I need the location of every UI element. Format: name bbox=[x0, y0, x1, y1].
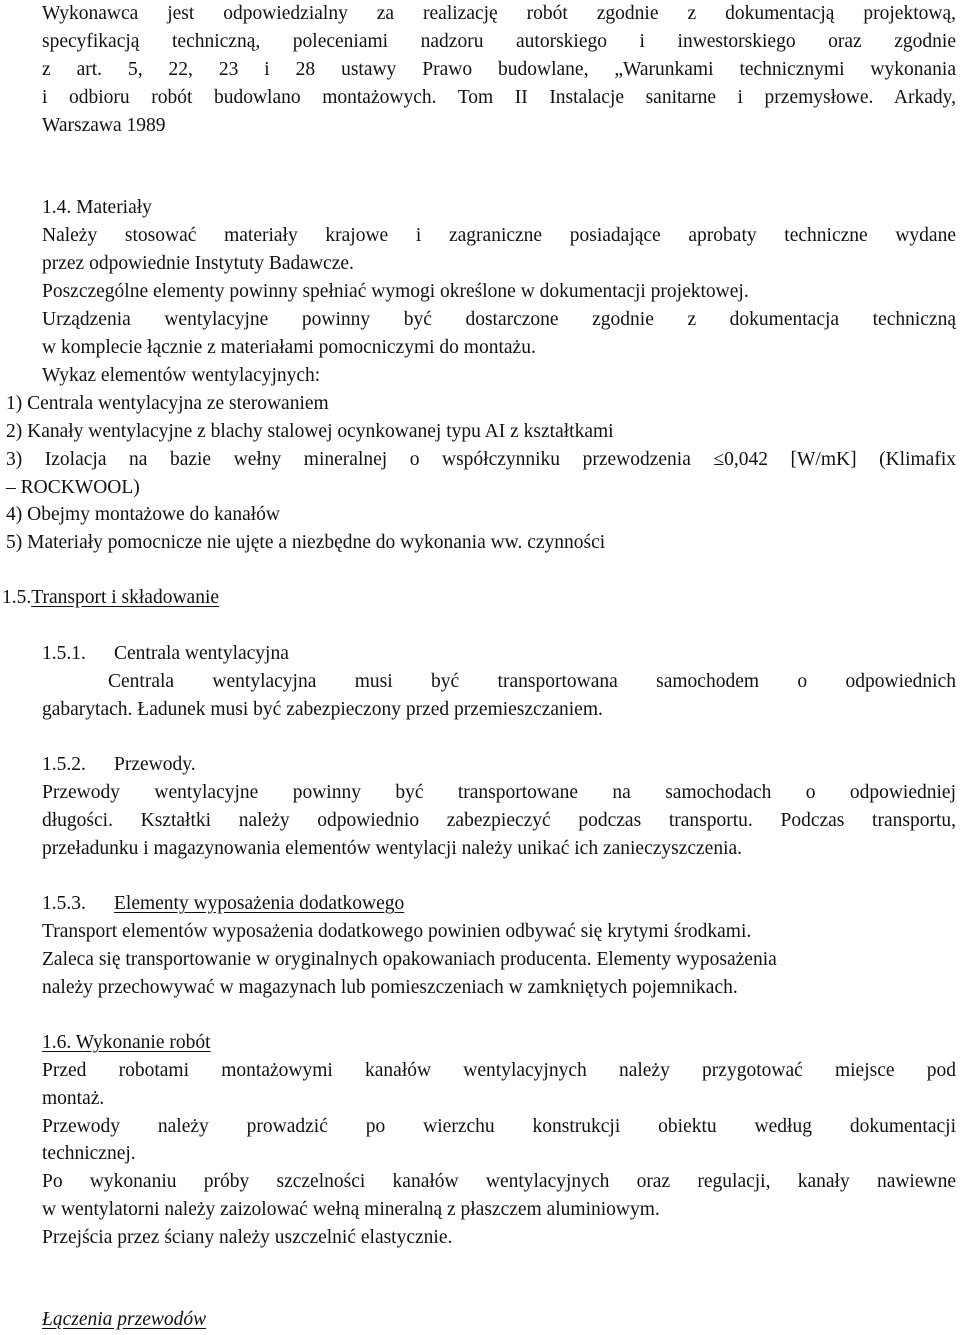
subsection-title: Centrala wentylacyjna bbox=[114, 643, 289, 664]
centrala-line-2: gabarytach. Ładunek musi być zabezpieczony przed przemieszczaniem. bbox=[42, 699, 603, 720]
intro-line-4: i odbioru robót budowlano montażowych. Tom II Instalacje sanitarne i przemysłowe. Arkady, bbox=[42, 87, 956, 108]
footer-heading: Łączenia przewodów bbox=[42, 1309, 207, 1330]
wykonanie-line-7: Przejścia przez ściany należy uszczelnić elastycznie. bbox=[42, 1227, 453, 1248]
subsection-heading-przewody bbox=[42, 753, 196, 777]
elementy-line-2: Zaleca się transportowanie w oryginalnych opakowaniach producenta. Elementy wyposażenia bbox=[42, 949, 777, 970]
list-item: 2) Kanały wentylacyjne z blachy stalowej ocynkowanej typu AI z kształtkami bbox=[6, 421, 614, 442]
przewody-line-1: Przewody wentylacyjne powinny być transportowane na samochodach o odpowiedniej bbox=[42, 782, 956, 803]
wykonanie-line-3: Przewody należy prowadzić po wierzchu konstrukcji obiektu według dokumentacji bbox=[42, 1116, 956, 1137]
section-number: 1.5. bbox=[2, 587, 32, 608]
section-title: Transport i składowanie bbox=[31, 587, 220, 608]
przewody-line-3: przeładunku i magazynowania elementów wentylacji należy unikać ich zanieczyszczenia. bbox=[42, 838, 743, 859]
list-item-continuation: – ROCKWOOL) bbox=[6, 477, 140, 498]
list-item: 3) Izolacja na bazie wełny mineralnej o współczynniku przewodzenia ≤0,042 [W/mK] (Klimafix bbox=[6, 449, 956, 470]
subsection-title: Elementy wyposażenia dodatkowego bbox=[114, 893, 405, 914]
subsection-heading-centrala bbox=[42, 642, 289, 666]
subsection-title: Przewody. bbox=[114, 754, 196, 775]
wykonanie-line-1: Przed robotami montażowymi kanałów wentylacyjnych należy przygotować miejsce pod bbox=[42, 1060, 956, 1081]
wykonanie-line-4: technicznej. bbox=[42, 1143, 136, 1164]
list-item: 5) Materiały pomocnicze nie ujęte a niezbędne do wykonania ww. czynności bbox=[6, 532, 606, 553]
materialy-line-2: przez odpowiednie Instytuty Badawcze. bbox=[42, 253, 354, 274]
materialy-line-4: Urządzenia wentylacyjne powinny być dostarczone zgodnie z dokumentacja techniczną bbox=[42, 309, 956, 330]
wykonanie-line-5: Po wykonaniu próby szczelności kanałów wentylacyjnych oraz regulacji, kanały nawiewne bbox=[42, 1171, 956, 1192]
list-title: Wykaz elementów wentylacyjnych: bbox=[42, 365, 321, 386]
list-item: 1) Centrala wentylacyjna ze sterowaniem bbox=[6, 393, 329, 414]
section-heading-transport bbox=[2, 586, 219, 610]
intro-line-5: Warszawa 1989 bbox=[42, 115, 166, 136]
list-item: 4) Obejmy montażowe do kanałów bbox=[6, 504, 281, 525]
subsection-number: 1.5.1. bbox=[42, 643, 86, 664]
materialy-line-5: w komplecie łącznie z materiałami pomocniczymi do montażu. bbox=[42, 337, 536, 358]
elementy-line-3: należy przechowywać w magazynach lub pomieszczeniach w zamkniętych pojemnikach. bbox=[42, 977, 738, 998]
centrala-line-1: Centrala wentylacyjna musi być transportowana samochodem o odpowiednich bbox=[108, 671, 956, 692]
materialy-line-1: Należy stosować materiały krajowe i zagraniczne posiadające aprobaty techniczne wydane bbox=[42, 225, 956, 246]
materialy-line-3: Poszczególne elementy powinny spełniać wymogi określone w dokumentacji projektowej. bbox=[42, 281, 749, 302]
subsection-number: 1.5.3. bbox=[42, 893, 86, 914]
elementy-line-1: Transport elementów wyposażenia dodatkowego powinien odbywać się krytymi środkami. bbox=[42, 921, 752, 942]
intro-line-3: z art. 5, 22, 23 i 28 ustawy Prawo budowlane, „Warunkami technicznymi wykonania bbox=[42, 59, 956, 80]
subsection-number: 1.5.2. bbox=[42, 754, 86, 775]
przewody-line-2: długości. Kształtki należy odpowiednio zabezpieczyć podczas transportu. Podczas transportu, bbox=[42, 810, 956, 831]
subsection-heading-elementy bbox=[42, 892, 404, 916]
section-heading-wykonanie: 1.6. Wykonanie robót bbox=[42, 1032, 211, 1053]
intro-line-1: Wykonawca jest odpowiedzialny za realizację robót zgodnie z dokumentacją projektową, bbox=[42, 3, 956, 24]
section-heading-materialy: 1.4. Materiały bbox=[42, 197, 152, 218]
wykonanie-line-2: montaż. bbox=[42, 1088, 105, 1109]
wykonanie-line-6: w wentylatorni należy zaizolować wełną mineralną z płaszczem aluminiowym. bbox=[42, 1199, 660, 1220]
intro-line-2: specyfikacją techniczną, poleceniami nadzoru autorskiego i inwestorskiego oraz zgodnie bbox=[42, 31, 956, 52]
